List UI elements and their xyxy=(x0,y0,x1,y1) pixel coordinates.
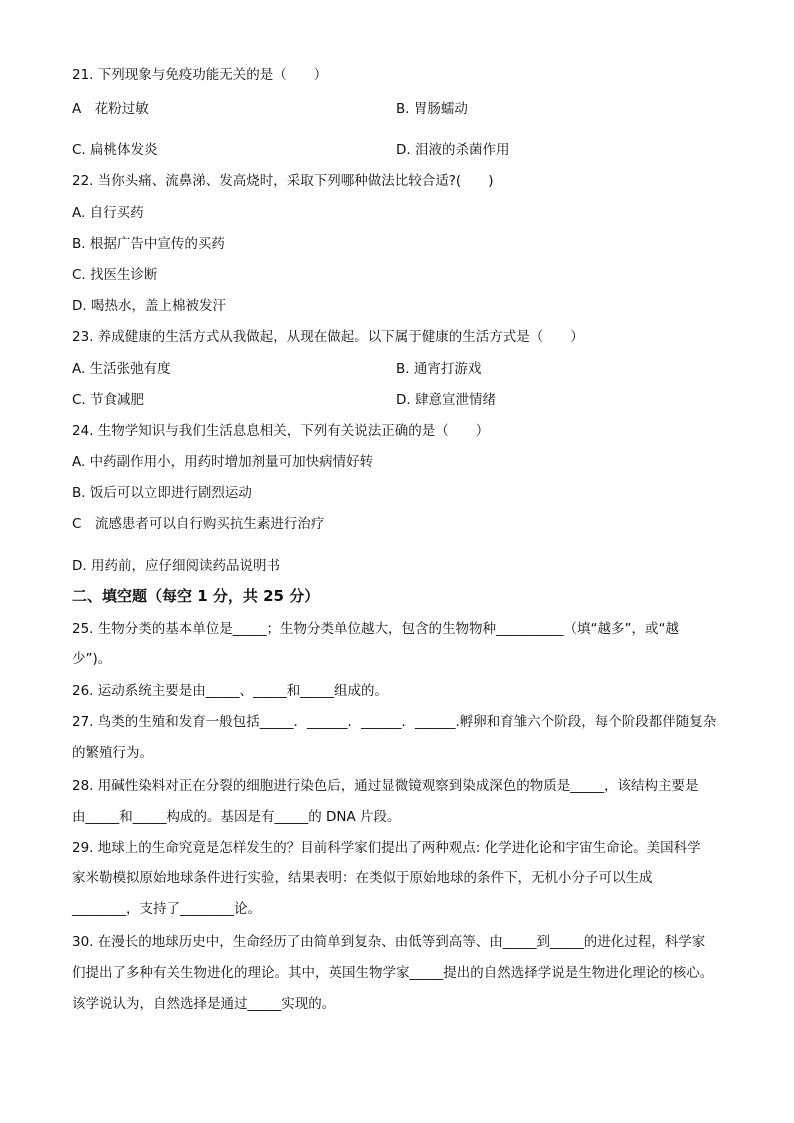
question-24-option-c: C 流感患者可以自行购买抗生素进行治疗 xyxy=(72,516,325,532)
question-23-option-c: C. 节食减肥 xyxy=(72,392,145,408)
question-21-option-b: B. 胃肠蠕动 xyxy=(396,101,468,117)
question-29-line-1: 29. 地球上的生命究竟是怎样发生的？目前科学家们提出了两种观点: 化学进化论和宇宙生命论。美国科学 xyxy=(72,840,701,856)
question-23-option-a: A. 生活张弛有度 xyxy=(72,361,171,377)
question-29-line-3: ________，支持了________论。 xyxy=(72,901,261,917)
question-24-option-b: B. 饭后可以立即进行剧烈运动 xyxy=(72,485,252,501)
question-21-stem: 21. 下列现象与免疫功能无关的是（ ） xyxy=(72,67,328,83)
question-22-option-a: A. 自行买药 xyxy=(72,205,144,221)
question-30-line-3: 该学说认为，自然选择是通过_____实现的。 xyxy=(72,996,336,1012)
question-22-option-b: B. 根据广告中宣传的买药 xyxy=(72,236,225,252)
question-23-option-d: D. 肆意宣泄情绪 xyxy=(396,392,496,408)
question-28-line-1: 28. 用碱性染料对正在分裂的细胞进行染色后，通过显微镜观察到染成深色的物质是_____，该结构主要是 xyxy=(72,778,699,794)
section-title-fill-in: 二、填空题（每空 1 分，共 25 分） xyxy=(72,587,320,605)
question-29-line-2: 家米勒模拟原始地球条件进行实验，结果表明：在类似于原始地球的条件下，无机小分子可以生成 xyxy=(72,870,653,886)
question-30-line-1: 30. 在漫长的地球历史中，生命经历了由简单到复杂、由低等到高等、由_____到_____的进化过程，科学家 xyxy=(72,934,706,950)
question-24-option-a: A. 中药副作用小，用药时增加剂量可加快病情好转 xyxy=(72,454,374,470)
question-21-option-d: D. 泪液的杀菌作用 xyxy=(396,142,510,158)
question-28-line-2: 由_____和_____构成的。基因是有_____的 DNA 片段。 xyxy=(72,809,401,825)
question-30-line-2: 们提出了多种有关生物进化的理论。其中，英国生物学家_____提出的自然选择学说是生物进化理论的核心。 xyxy=(72,965,714,981)
question-23-stem: 23. 养成健康的生活方式从我做起，从现在做起。以下属于健康的生活方式是（ ） xyxy=(72,329,584,345)
question-26: 26. 运动系统主要是由_____、_____和_____组成的。 xyxy=(72,683,389,699)
question-21-option-a: A 花粉过敏 xyxy=(72,101,149,117)
question-22-option-c: C. 找医生诊断 xyxy=(72,267,158,283)
question-24-stem: 24. 生物学知识与我们生活息息相关，下列有关说法正确的是（ ） xyxy=(72,423,490,439)
question-21-option-c: C. 扁桃体发炎 xyxy=(72,142,158,158)
question-25-line-2: 少”)。 xyxy=(72,651,112,667)
question-22-option-d: D. 喝热水，盖上棉被发汗 xyxy=(72,298,226,314)
question-23-option-b: B. 通宵打游戏 xyxy=(396,361,482,377)
question-22-stem: 22. 当你头痛、流鼻涕、发高烧时，采取下列哪种做法比较合适?( ) xyxy=(72,173,494,189)
question-25-line-1: 25. 生物分类的基本单位是_____；生物分类单位越大，包含的生物物种__________（填“越多”，或“越 xyxy=(72,621,679,637)
question-27-line-1: 27. 鸟类的生殖和发育一般包括_____．______．______．______.孵卵和育雏六个阶段，每个阶段都伴随复杂 xyxy=(72,714,717,730)
question-27-line-2: 的繁殖行为。 xyxy=(72,745,153,761)
question-24-option-d: D. 用药前，应仔细阅读药品说明书 xyxy=(72,558,280,574)
